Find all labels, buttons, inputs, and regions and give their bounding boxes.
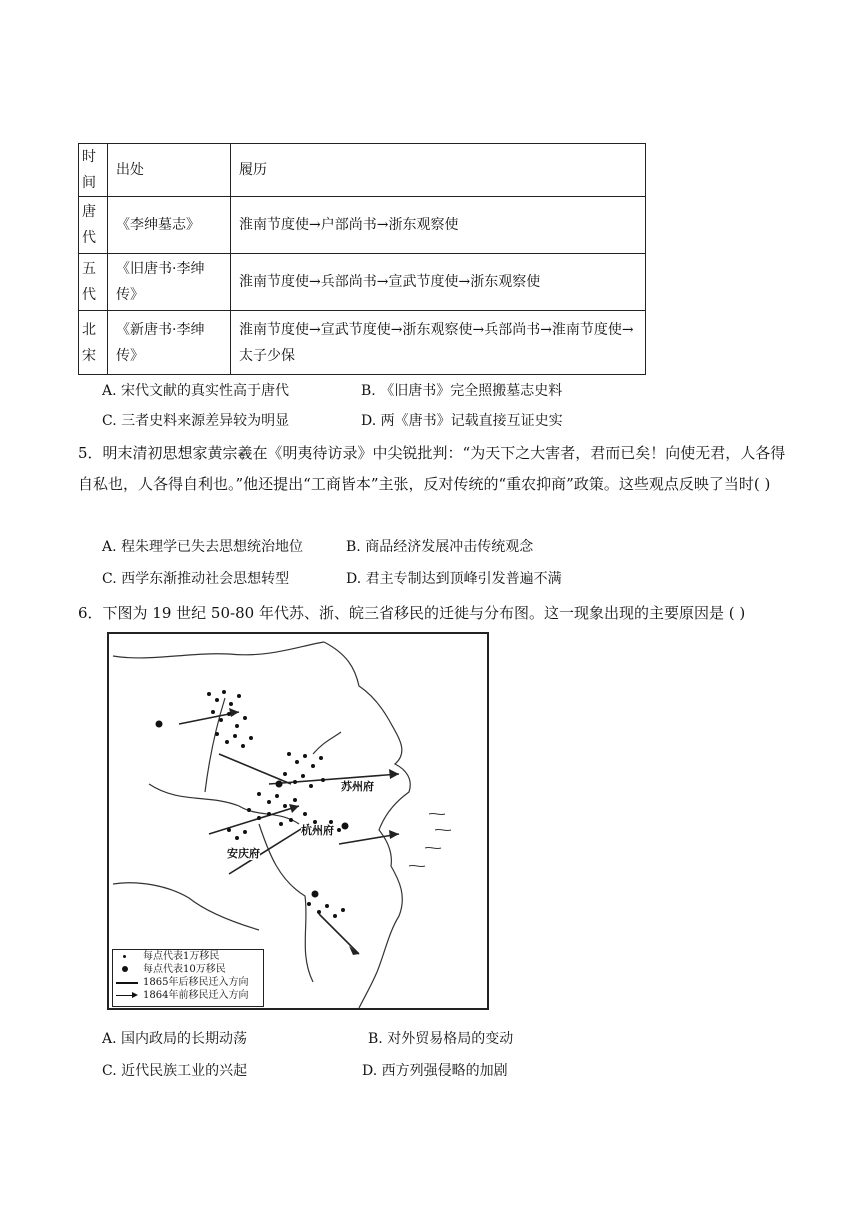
legend-item: 1865年后移民迁入方向	[113, 976, 263, 989]
legend-item: 每点代表1万移民	[113, 950, 263, 963]
career-cell: 淮南节度使→宣武节度使→浙东观察使→兵部尚书→淮南节度使→太子少保	[231, 311, 646, 375]
map-label-hangzhou: 杭州府	[301, 824, 334, 837]
source-cell: 《李绅墓志》	[108, 197, 231, 254]
table-row	[79, 254, 646, 311]
q5-stem: 5．明末清初思想家黄宗羲在《明夷待访录》中尖锐批判：“为天下之大害者，君而已矣！向使无君，人各得自私也，人各得自利也。”他还提出“工商皆本”主张，反对传统的“重农抑商”政策。这些观点反映了当时( )	[78, 444, 786, 493]
era-cell: 唐代	[79, 197, 108, 254]
map-legend	[112, 949, 264, 1007]
source-cell: 《旧唐书·李绅传》	[108, 254, 231, 311]
legend-item: 每点代表10万移民	[113, 963, 263, 976]
table-header-row	[79, 144, 646, 197]
source-cell: 《新唐书·李绅传》	[108, 311, 231, 375]
header-source: 出处	[108, 144, 231, 197]
table-row	[79, 197, 646, 254]
career-cell: 淮南节度使→户部尚书→浙东观察使	[231, 197, 646, 254]
map-label-anqing: 安庆府	[227, 847, 260, 860]
header-career: 履历	[231, 144, 646, 197]
q4-option-c[interactable]: C. 三者史料来源差异较为明显	[102, 413, 290, 429]
q4-option-b[interactable]: B. 《旧唐书》完全照搬墓志史料	[361, 383, 563, 399]
map-label-suzhou: 苏州府	[341, 780, 374, 793]
era-cell: 北宋	[79, 311, 108, 375]
table-row	[79, 311, 646, 375]
q5-option-d[interactable]: D. 君主专制达到顶峰引发普遍不满	[346, 571, 562, 587]
q6-option-c[interactable]: C. 近代民族工业的兴起	[102, 1063, 248, 1079]
legend-item: 1864年前移民迁入方向	[113, 989, 263, 1002]
q5-option-b[interactable]: B. 商品经济发展冲击传统观念	[346, 539, 534, 555]
header-time: 时间	[79, 144, 108, 197]
q4-option-a[interactable]: A. 宋代文献的真实性高于唐代	[102, 383, 290, 399]
era-cell: 五代	[79, 254, 108, 311]
career-cell: 淮南节度使→兵部尚书→宣武节度使→浙东观察使	[231, 254, 646, 311]
q6-option-d[interactable]: D. 西方列强侵略的加剧	[362, 1063, 508, 1079]
career-table	[78, 143, 646, 375]
q5-option-a[interactable]: A. 程朱理学已失去思想统治地位	[102, 539, 304, 555]
q5-option-c[interactable]: C. 西学东渐推动社会思想转型	[102, 571, 290, 587]
q6-option-a[interactable]: A. 国内政局的长期动荡	[102, 1031, 248, 1047]
q4-option-d[interactable]: D. 两《唐书》记载直接互证史实	[361, 413, 563, 429]
q6-option-b[interactable]: B. 对外贸易格局的变动	[368, 1031, 514, 1047]
q6-stem: 6．下图为 19 世纪 50-80 年代苏、浙、皖三省移民的迁徙与分布图。这一现象出现的主要原因是 ( )	[78, 604, 746, 622]
